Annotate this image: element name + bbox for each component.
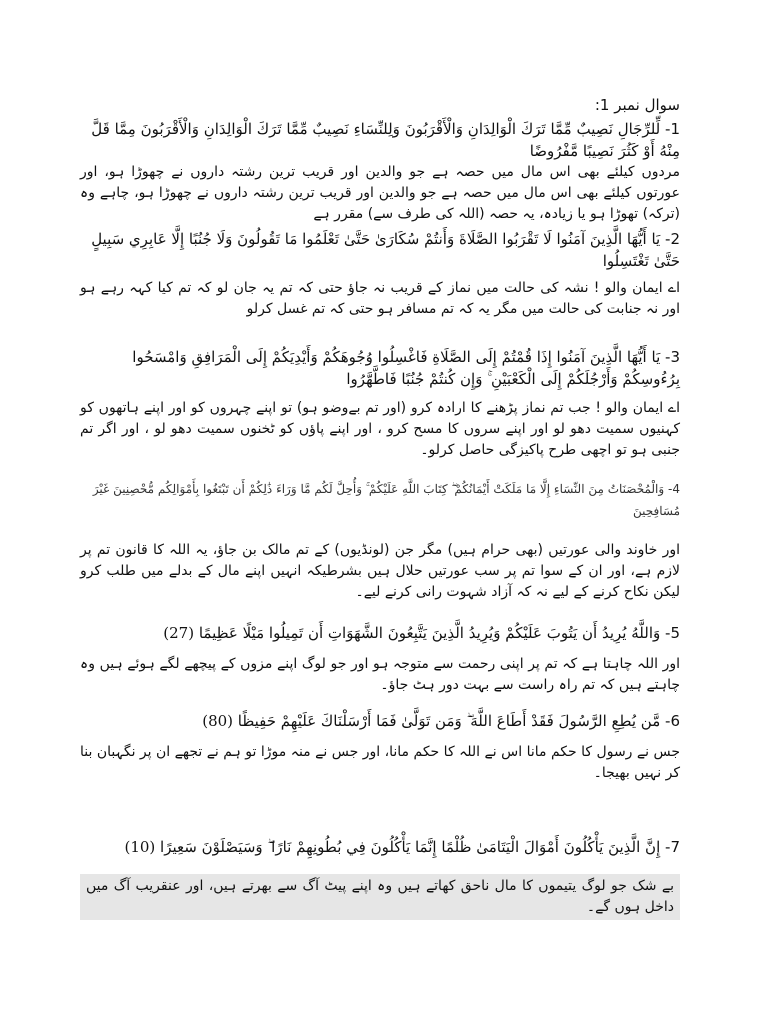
verse-1-translation: مردوں کیلئے بھی اس مال میں حصہ ہے جو والدین اور قریب ترین رشتہ داروں نے چھوڑا ہو، اور عورتوں کیلئے بھی اس مال میں حصہ ہے جو والدین اور قریب ترین رشتہ داروں نے چھوڑا ہو، چاہے وہ (ترکہ) تھوڑا ہو یا زیادہ، یہ حصہ (اللہ کی طرف سے) مقرر ہے bbox=[80, 164, 680, 222]
verse-4-arabic bbox=[80, 478, 680, 522]
verse-2-text: يَا أَيُّهَا الَّذِينَ آمَنُوا لَا تَقْرَبُوا الصَّلَاةَ وَأَنتُمْ سُكَارَىٰ حَتَّىٰ تَعْلَمُوا مَا تَقُولُونَ وَلَا جُنُبًا إِلَّا عَابِرِي سَبِيلٍ حَتَّىٰ تَغْتَسِلُوا bbox=[91, 230, 680, 270]
verse-7-translation: بے شک جو لوگ یتیموں کا مال ناحق کھاتے ہیں وہ اپنے پیٹ آگ سے بھرتے ہیں، اور عنقریب آگ میں داخل ہوں گے۔ bbox=[80, 874, 680, 920]
verse-2-number: 2- bbox=[665, 230, 680, 248]
verse-3-text: يَا أَيُّهَا الَّذِينَ آمَنُوا إِذَا قُمْتُمْ إِلَى الصَّلَاةِ فَاغْسِلُوا وُجُوهَكُمْ وَأَيْدِيَكُمْ إِلَى الْمَرَافِقِ وَامْسَحُوا بِرُءُوسِكُمْ وَأَرْجُلَكُمْ إِلَى الْكَعْبَيْنِ ۚ وَإِن كُنتُمْ جُنُبًا فَاطَّهَّرُوا bbox=[132, 348, 680, 388]
verse-6-arabic bbox=[80, 710, 680, 732]
verse-3-translation: اے ایمان والو ! جب تم نماز پڑھنے کا ارادہ کرو (اور تم بےوضو ہو) تو اپنے چہروں کو اور اپنے ہاتھوں کو کہنیوں سمیت دھو لو اور اپنے سروں کا مسح کرو ، اور اپنے پاؤں کو ٹخنوں سمیت دھو لو ، اور اگر تم جنبی ہو تو اچھی طرح پاکیزگی حاصل کرلو۔ bbox=[80, 400, 680, 458]
verse-5-translation: اور اللہ چاہتا ہے کہ تم پر اپنی رحمت سے متوجہ ہو اور جو لوگ اپنے مزوں کے پیچھے لگے ہوئے ہیں وہ چاہتے ہیں کہ تم راہ راست سے بہت دور ہٹ جاؤ۔ bbox=[80, 656, 680, 693]
verse-7-arabic bbox=[80, 836, 680, 858]
verse-6-number: 6- bbox=[665, 712, 680, 730]
verse-3-arabic bbox=[80, 346, 680, 390]
verse-6-text: مَّن يُطِعِ الرَّسُولَ فَقَدْ أَطَاعَ اللَّهَ ۖ وَمَن تَوَلَّىٰ فَمَا أَرْسَلْنَاكَ عَلَيْهِمْ حَفِيظًا (80) bbox=[202, 712, 661, 730]
verse-1-text: لِّلرِّجَالِ نَصِيبٌ مِّمَّا تَرَكَ الْوَالِدَانِ وَالْأَقْرَبُونَ وَلِلنِّسَاءِ نَصِيبٌ مِّمَّا تَرَكَ الْوَالِدَانِ وَالْأَقْرَبُونَ مِمَّا قَلَّ مِنْهُ أَوْ كَثُرَ نَصِيبًا مَّفْرُوضًا bbox=[91, 120, 680, 160]
verse-5-number: 5- bbox=[665, 624, 680, 642]
verse-2-arabic bbox=[80, 228, 680, 272]
verse-3-number: 3- bbox=[665, 348, 680, 366]
verse-7-number: 7- bbox=[665, 838, 680, 856]
verse-4-translation: اور خاوند والی عورتیں (بھی حرام ہیں) مگر جن (لونڈیوں) کے تم مالک بن جاؤ، یہ اللہ کا قانون تم پر لازم ہے، اور ان کے سوا تم پر سب عورتیں حلال ہیں بشرطیکہ انہیں اپنے مال کے بدلے میں طلب کرو لیکن نکاح کرنے کے لیے نہ کہ آزاد شہوت رانی کرنے لیے۔ bbox=[80, 542, 680, 600]
verse-2-translation: اے ایمان والو ! نشہ کی حالت میں نماز کے قریب نہ جاؤ حتی کہ تم یہ جان لو کہ تم کیا کہہ رہے ہو اور نہ جنابت کی حالت میں مگر یہ کہ تم مسافر ہو حتی کہ تم غسل کرلو bbox=[80, 280, 680, 317]
verse-1-arabic bbox=[80, 118, 680, 162]
verse-5-arabic bbox=[80, 622, 680, 644]
question-heading: سوال نمبر 1: bbox=[594, 96, 680, 114]
verse-7-text: إِنَّ الَّذِينَ يَأْكُلُونَ أَمْوَالَ الْيَتَامَىٰ ظُلْمًا إِنَّمَا يَأْكُلُونَ فِي بُطُونِهِمْ نَارًا ۖ وَسَيَصْلَوْنَ سَعِيرًا (10) bbox=[124, 838, 661, 856]
verse-6-translation: جس نے رسول کا حکم مانا اس نے اللہ کا حکم مانا، اور جس نے منہ موڑا تو ہم نے تجھے ان پر نگہبان بنا کر نہیں بھیجا۔ bbox=[80, 744, 680, 781]
verse-4-number: 4- bbox=[668, 482, 680, 496]
verse-4-text: وَالْمُحْصَنَاتُ مِنَ النِّسَاءِ إِلَّا مَا مَلَكَتْ أَيْمَانُكُمْ ۖ كِتَابَ اللَّهِ عَلَيْكُمْ ۚ وَأُحِلَّ لَكُم مَّا وَرَاءَ ذَٰلِكُمْ أَن تَبْتَغُوا بِأَمْوَالِكُم مُّحْصِنِينَ غَيْرَ مُسَافِحِينَ bbox=[92, 482, 680, 518]
verse-5-text: وَاللَّهُ يُرِيدُ أَن يَتُوبَ عَلَيْكُمْ وَيُرِيدُ الَّذِينَ يَتَّبِعُونَ الشَّهَوَاتِ أَن تَمِيلُوا مَيْلًا عَظِيمًا (27) bbox=[163, 624, 661, 642]
verse-1-number: 1- bbox=[665, 120, 680, 138]
